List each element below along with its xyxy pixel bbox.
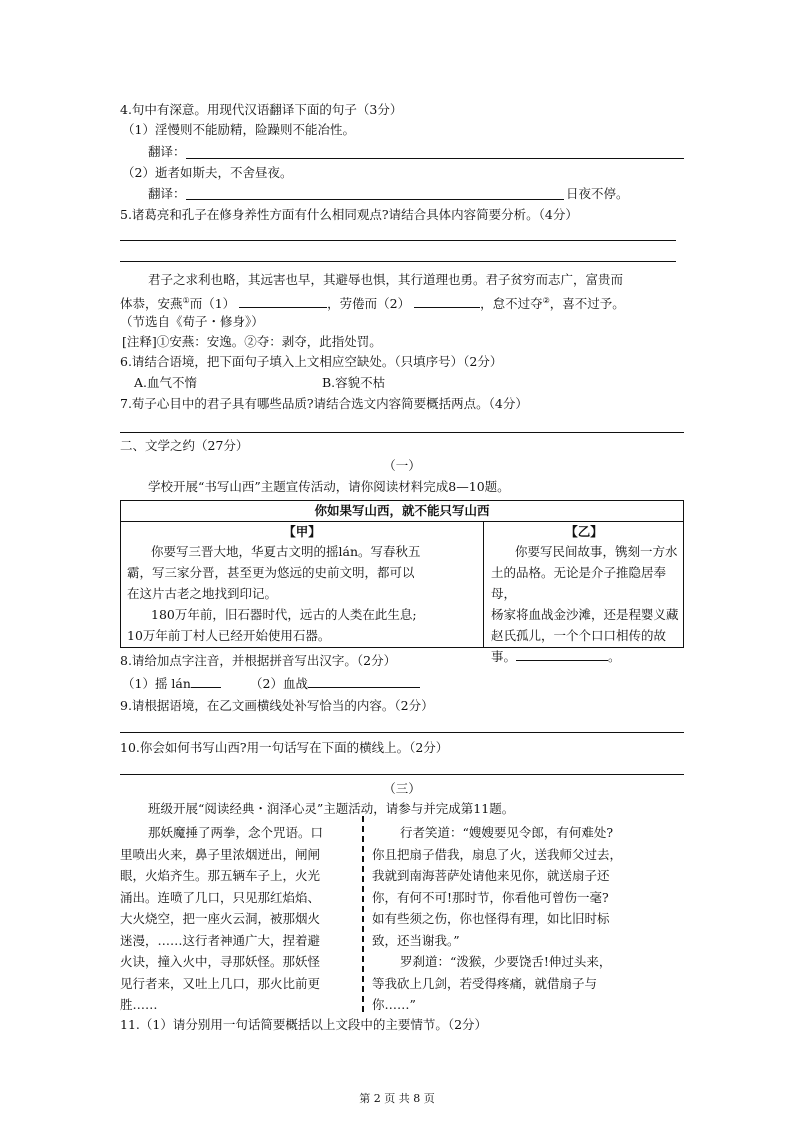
p3-left-line-6: 迷漫，……这行者神通广大，捏着避 <box>120 932 321 948</box>
q10-title: 10.你会如何书写山西?用一句话写在下面的横线上。（2分） <box>120 740 449 755</box>
q8-item-2-label: （2）血战 <box>250 676 308 691</box>
q4-title: 4.句中有深意。用现代汉语翻译下面的句子（3分） <box>120 102 403 117</box>
right-line-5-text: 事。 <box>491 649 517 664</box>
right-line-5-end: 。 <box>608 649 621 664</box>
p3-left-line-2: 里喷出火来，鼻子里浓烟迸出，闸闸 <box>120 846 321 862</box>
p3-left-line-5: 大火烧空，把一座火云洞，被那烟火 <box>120 911 321 926</box>
part-3-title: （三） <box>383 781 421 796</box>
table-right-title: 【乙】 <box>565 524 603 539</box>
p3-left-line-9: 胜…… <box>120 997 158 1012</box>
q11-title: 11.（1）请分别用一句话简要概括以上文段中的主要情节。（2分） <box>120 1017 488 1032</box>
passage-text-c: ，劳倦而（2） <box>327 296 411 312</box>
q5-title: 5.诸葛亮和孔子在修身养性方面有什么相同观点?请结合具体内容简要分析。（4分） <box>120 207 578 222</box>
passage-text-b: 而（1） <box>189 296 236 312</box>
p3-left-line-4: 涌出。连喷了几口，只见那红焰焰、 <box>120 889 321 905</box>
q4-sentence-2: （2）逝者如斯夫，不舍昼夜。 <box>122 165 293 180</box>
p3-left-line-7: 火诀，撞入火中，寻那妖怪。那妖怪 <box>120 954 321 969</box>
q10-answer-line[interactable] <box>120 774 684 775</box>
p3-right-line-1: 行者笑道：“嫂嫂要见令郎，有何难处? <box>400 825 614 840</box>
left-line-2: 霸，写三家分晋，甚至更为悠远的史前文明，都可以 <box>127 565 415 580</box>
passage-blank-2[interactable] <box>414 293 480 308</box>
q6-option-a: A.血气不惰 <box>134 375 198 390</box>
right-line-4: 赵氏孤儿，一个个口口相传的故 <box>491 628 667 643</box>
section-2-title: 二、文学之约（27分） <box>120 438 249 453</box>
q9-answer-line[interactable] <box>120 732 684 733</box>
right-line-1: 你要写民间故事，镌刻一方水 <box>515 544 678 559</box>
passage-note: [注释]①安燕：安逸。②夺：剥夺，此指处罚。 <box>122 334 382 349</box>
q8-item-1 <box>122 673 221 693</box>
p3-right-line-6: 致，还当谢我。” <box>372 932 460 948</box>
passage-source: （节选自《荀子・修身》） <box>120 314 264 329</box>
footnote-2-mark: ② <box>542 296 550 305</box>
part-3-intro: 班级开展“阅读经典・润泽心灵”主题活动，请参与并完成第11题。 <box>148 801 515 816</box>
p3-right-line-3: 我就到南海菩萨处请他来见你，就送扇子还 <box>372 868 610 883</box>
right-line-5 <box>491 646 683 667</box>
p3-right-line-7: 罗刹道：“泼猴，少要饶舌!伸过头来， <box>400 954 612 969</box>
q7-answer-line[interactable] <box>120 432 684 433</box>
p3-right-line-4: 你，有何不可!那时节，你看他可曾伤一毫? <box>372 889 609 905</box>
q9-title: 9.请根据语境，在乙文画横线处补写恰当的内容。（2分） <box>120 698 434 713</box>
passage-line-2 <box>120 292 625 313</box>
left-line-3: 在这片古老之地找到印记。 <box>127 586 278 601</box>
passage-line-1: 君子之求利也略，其远害也早，其避辱也惧，其行道理也勇。君子贫穷而志广，富贵而 <box>148 272 624 287</box>
p3-right-line-8: 等我砍上几剑，若受得疼痛，就借扇子与 <box>372 975 598 991</box>
q4-translation-2-label: 翻译： <box>148 186 186 201</box>
q8-item-2 <box>250 673 420 693</box>
part-1-title: （一） <box>383 458 421 473</box>
part-3-left-passage <box>120 822 323 1016</box>
passage-blank-1[interactable] <box>239 293 327 308</box>
q6-title: 6.请结合语境，把下面句子填入上文相应空缺处。（只填序号）（2分） <box>120 354 503 369</box>
part-3-dashed-divider <box>362 816 364 1012</box>
passage-text-d: ，怠不过夺 <box>480 296 543 312</box>
part-1-intro: 学校开展“书写山西”主题宣传活动，请你阅读材料完成8—10题。 <box>148 479 510 494</box>
q4-translation-1-line[interactable] <box>186 158 684 159</box>
page-footer: 第 2 页 共 8 页 <box>359 1092 435 1105</box>
left-line-1: 你要写三晋大地，华夏古文明的摇lán。写春秋五 <box>151 544 421 559</box>
footnote-1-mark: ① <box>182 296 190 305</box>
q8-title: 8.请给加点字注音，并根据拼音写出汉字。（2分） <box>120 653 397 668</box>
passage-text-e: ，喜不过予。 <box>549 296 625 312</box>
table-header: 你如果写山西，就不能只写山西 <box>121 501 683 522</box>
table-left-text <box>127 541 421 646</box>
q6-option-b: B.容貌不枯 <box>322 375 386 390</box>
p3-left-line-1: 那妖魔捶了两拳，念个咒语。口 <box>148 825 324 840</box>
q4-translation-2-tail: 日夜不停。 <box>566 186 629 201</box>
q4-translation-2-line[interactable] <box>186 199 564 200</box>
p3-right-line-2: 你且把扇子借我，扇息了火，送我师父过去， <box>372 846 623 862</box>
q4-translation-1-label: 翻译： <box>148 144 186 159</box>
table-left-title: 【甲】 <box>283 524 321 539</box>
q5-answer-line-2[interactable] <box>120 261 676 262</box>
p3-left-line-3: 眼，火焰齐生。那五辆车子上，火光 <box>120 868 321 883</box>
table-right-text <box>491 541 683 667</box>
part-3-right-passage <box>372 822 622 1016</box>
p3-left-line-8: 见行者来，又吐上几口，那火比前更 <box>120 975 321 991</box>
q7-title: 7.荀子心目中的君子具有哪些品质?请结合选文内容简要概括两点。（4分） <box>120 396 528 411</box>
q8-blank-2[interactable] <box>308 673 420 688</box>
q8-blank-1[interactable] <box>191 673 221 688</box>
q8-item-1-label: （1）摇 lán <box>122 676 191 691</box>
passage-text-a: 体恭，安燕 <box>120 296 183 312</box>
left-line-4: 180万年前，旧石器时代，远古的人类在此生息; <box>151 607 417 622</box>
left-line-5: 10万年前丁村人已经开始使用石器。 <box>127 628 331 643</box>
q5-answer-line-1[interactable] <box>120 240 676 241</box>
right-line-3: 杨家将血战金沙滩，还是程婴义藏 <box>491 607 679 622</box>
p3-right-line-5: 如有些须之伤，你也怪得有理，如比旧时标 <box>372 911 610 926</box>
p3-right-line-9: 你……” <box>372 997 416 1012</box>
q4-sentence-1: （1）淫慢则不能励精，险躁则不能冶性。 <box>122 122 355 137</box>
q9-blank[interactable] <box>516 646 608 661</box>
right-line-2: 土的品格。无论是介子推隐居奉母， <box>491 565 667 601</box>
